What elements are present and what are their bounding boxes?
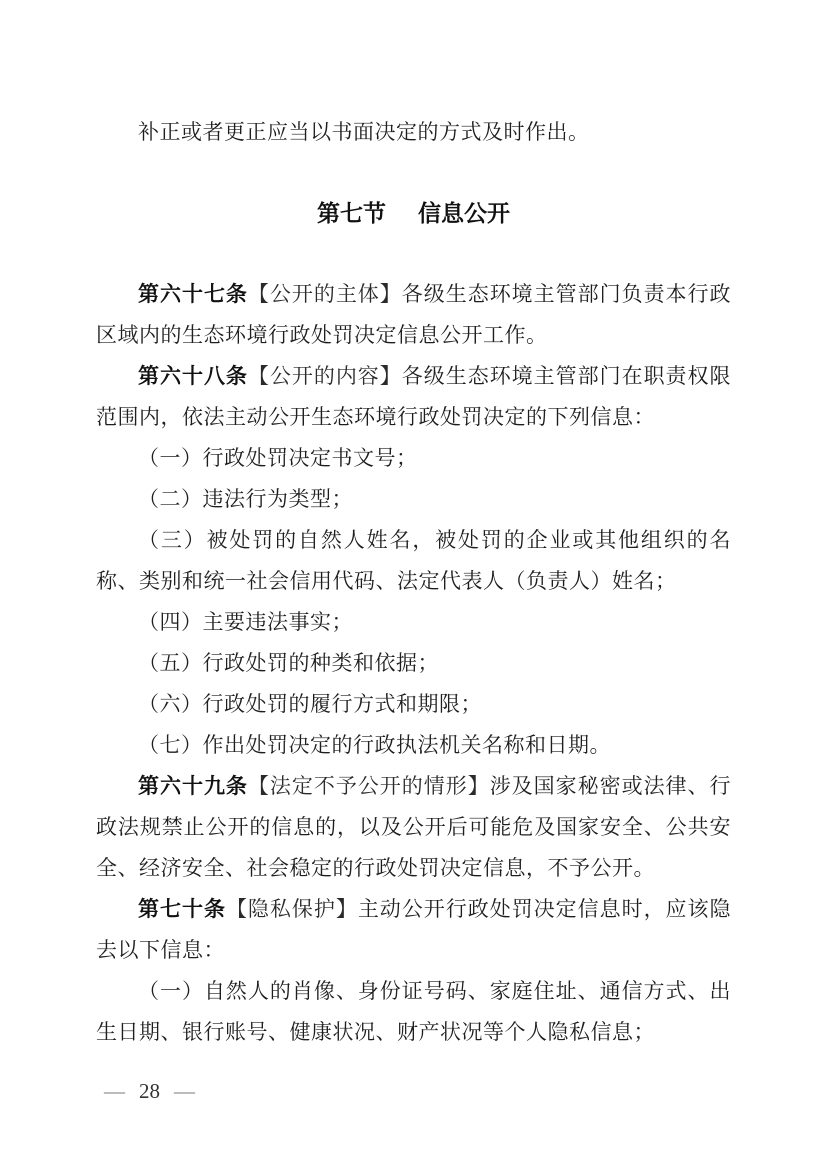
article-68-body: 各级生态环境主管部门在职责权限范围内，依法主动公开生态环境行政处罚决定的下列信息： (96, 364, 732, 429)
article-68-item-6: （六）行政处罚的履行方式和期限； (138, 692, 482, 716)
article-69-body: 涉及国家秘密或法律、行政法规禁止公开的信息的，以及公开后可能危及国家安全、公共安全、经济安全、社会稳定的行政处罚决定信息，不予公开。 (96, 774, 732, 880)
page-footer (104, 1076, 195, 1106)
section-title: 信息公开 (418, 200, 510, 226)
article-68-tag: 【公开的内容】 (247, 364, 402, 388)
page-number: 28 (139, 1079, 160, 1103)
article-70-item-1: （一）自然人的肖像、身份证号码、家庭住址、通信方式、出生日期、银行账号、健康状况、财产状况等个人隐私信息； (96, 979, 731, 1044)
article-68-item-3: （三）被处罚的自然人姓名，被处罚的企业或其他组织的名称、类别和统一社会信用代码、法定代表人（负责人）姓名； (96, 528, 731, 593)
footer-dash-right: — (174, 1079, 195, 1103)
article-69-number: 第六十九条 (138, 775, 248, 798)
article-70 (96, 889, 731, 971)
article-68-item-4: （四）主要违法事实； (138, 610, 353, 634)
article-67-tag: 【公开的主体】 (247, 282, 402, 306)
article-69-tag: 【法定不予公开的情形】 (247, 774, 490, 798)
article-70-tag: 【隐私保护】 (225, 897, 358, 921)
article-70-body: 主动公开行政处罚决定信息时，应该隐去以下信息： (96, 897, 732, 962)
footer-dash-left: — (104, 1079, 125, 1103)
article-68 (96, 356, 731, 438)
article-68-item-1: （一）行政处罚决定书文号； (138, 446, 418, 470)
intro-paragraph: 补正或者更正应当以书面决定的方式及时作出。 (138, 120, 590, 144)
article-67-number: 第六十七条 (138, 283, 248, 306)
section-heading (96, 193, 731, 234)
article-68-number: 第六十八条 (138, 365, 248, 388)
section-number: 第七节 (317, 200, 386, 226)
article-69 (96, 766, 731, 889)
article-68-item-5: （五）行政处罚的种类和依据； (138, 651, 439, 675)
article-68-item-2: （二）违法行为类型； (138, 487, 353, 511)
article-70-number: 第七十条 (138, 898, 226, 921)
article-67-body: 各级生态环境主管部门负责本行政区域内的生态环境行政处罚决定信息公开工作。 (96, 282, 732, 347)
article-68-item-7: （七）作出处罚决定的行政执法机关名称和日期。 (138, 733, 611, 757)
article-67 (96, 274, 731, 356)
